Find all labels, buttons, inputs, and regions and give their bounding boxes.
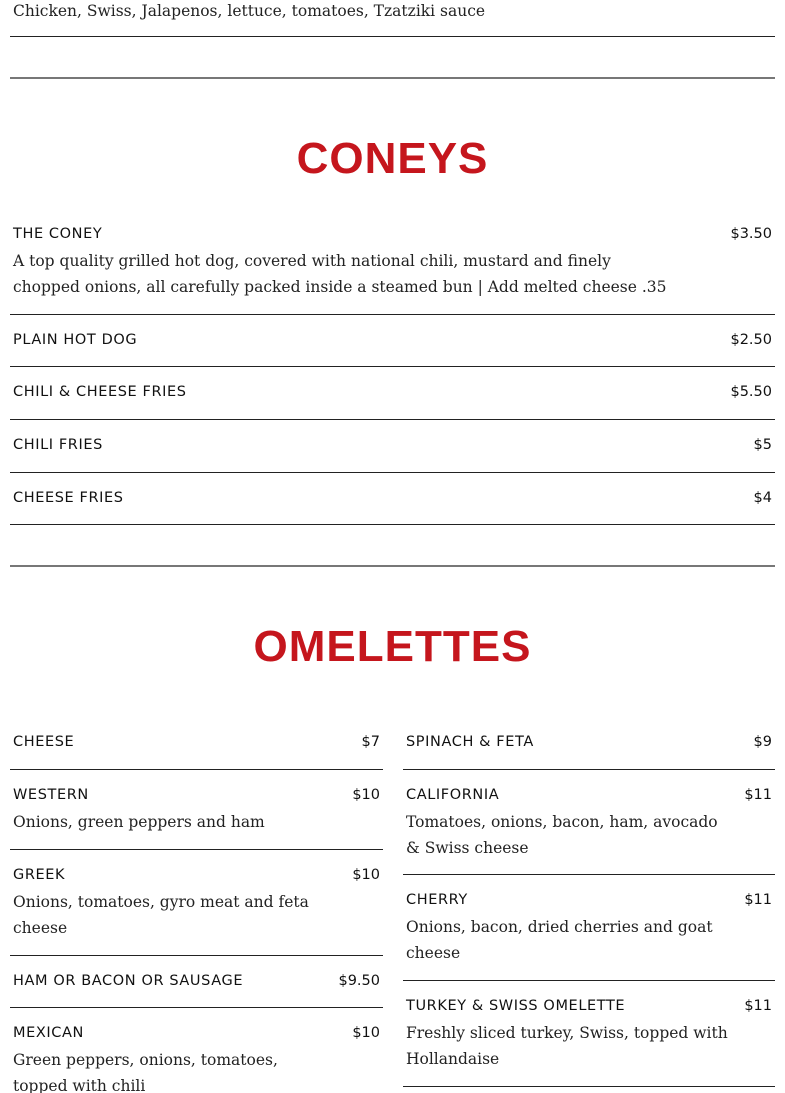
item-name: GREEK — [13, 867, 66, 883]
menu-item — [13, 864, 380, 941]
item-description: Green peppers, onions, tomatoes, topped with chili — [13, 1051, 278, 1093]
divider — [403, 1086, 775, 1087]
section-divider — [10, 565, 775, 567]
menu-item — [406, 995, 772, 1072]
menu-item — [13, 329, 772, 351]
divider — [10, 419, 775, 420]
item-name: CHEESE FRIES — [13, 490, 124, 506]
divider — [10, 769, 383, 770]
menu-item — [13, 970, 380, 992]
menu-item — [13, 784, 380, 836]
section-title-coneys: CONEYS — [296, 134, 489, 183]
menu-item — [13, 1022, 380, 1093]
menu-item — [13, 731, 380, 753]
item-description: A top quality grilled hot dog, covered with national chili, mustard and finely chopped onions, all carefully packed inside a steamed bun | Add melted cheese .35 — [13, 252, 667, 296]
item-name: CHILI FRIES — [13, 437, 103, 453]
menu-item — [406, 889, 772, 966]
item-price: $5.50 — [730, 384, 772, 400]
menu-item — [13, 223, 772, 300]
item-price: $11 — [744, 998, 772, 1014]
divider — [10, 955, 383, 956]
item-description: Chicken, Swiss, Jalapenos, lettuce, tomatoes, Tzatziki sauce — [13, 2, 486, 20]
item-name: HAM OR BACON OR SAUSAGE — [13, 973, 244, 989]
item-price: $4 — [753, 490, 772, 506]
item-name: PLAIN HOT DOG — [13, 332, 138, 348]
section-title-omelettes: OMELETTES — [253, 622, 532, 671]
item-price: $2.50 — [730, 332, 772, 348]
item-price: $9.50 — [338, 973, 380, 989]
item-price: $7 — [361, 734, 380, 750]
item-name: SPINACH & FETA — [406, 734, 534, 750]
menu-item — [13, 487, 772, 509]
menu-item — [13, 381, 772, 403]
divider — [10, 366, 775, 367]
item-price: $3.50 — [730, 226, 772, 242]
divider — [10, 472, 775, 473]
item-description: Tomatoes, onions, bacon, ham, avocado & Swiss cheese — [406, 813, 718, 857]
item-price: $5 — [753, 437, 772, 453]
item-description: Onions, bacon, dried cherries and goat cheese — [406, 918, 713, 962]
menu-item — [406, 784, 772, 861]
item-description: Freshly sliced turkey, Swiss, topped with Hollandaise — [406, 1024, 728, 1068]
divider — [403, 769, 775, 770]
item-price: $10 — [352, 1025, 380, 1041]
item-price: $10 — [352, 867, 380, 883]
divider — [10, 314, 775, 315]
item-name: CALIFORNIA — [406, 787, 500, 803]
menu-item — [13, 434, 772, 456]
item-price: $11 — [744, 892, 772, 908]
item-price: $11 — [744, 787, 772, 803]
item-name: CHEESE — [13, 734, 75, 750]
divider — [10, 36, 775, 37]
section-divider — [10, 77, 775, 79]
item-name: CHERRY — [406, 892, 468, 908]
item-description: Onions, green peppers and ham — [13, 813, 265, 831]
item-name: WESTERN — [13, 787, 89, 803]
item-name: THE CONEY — [13, 226, 103, 242]
divider — [403, 874, 775, 875]
divider — [10, 1007, 383, 1008]
item-name: TURKEY & SWISS OMELETTE — [406, 998, 626, 1014]
item-price: $10 — [352, 787, 380, 803]
item-description: Onions, tomatoes, gyro meat and feta cheese — [13, 893, 309, 937]
divider — [10, 524, 775, 525]
item-name: CHILI & CHEESE FRIES — [13, 384, 187, 400]
menu-item — [406, 731, 772, 753]
item-price: $9 — [753, 734, 772, 750]
divider — [10, 849, 383, 850]
divider — [403, 980, 775, 981]
item-name: MEXICAN — [13, 1025, 84, 1041]
